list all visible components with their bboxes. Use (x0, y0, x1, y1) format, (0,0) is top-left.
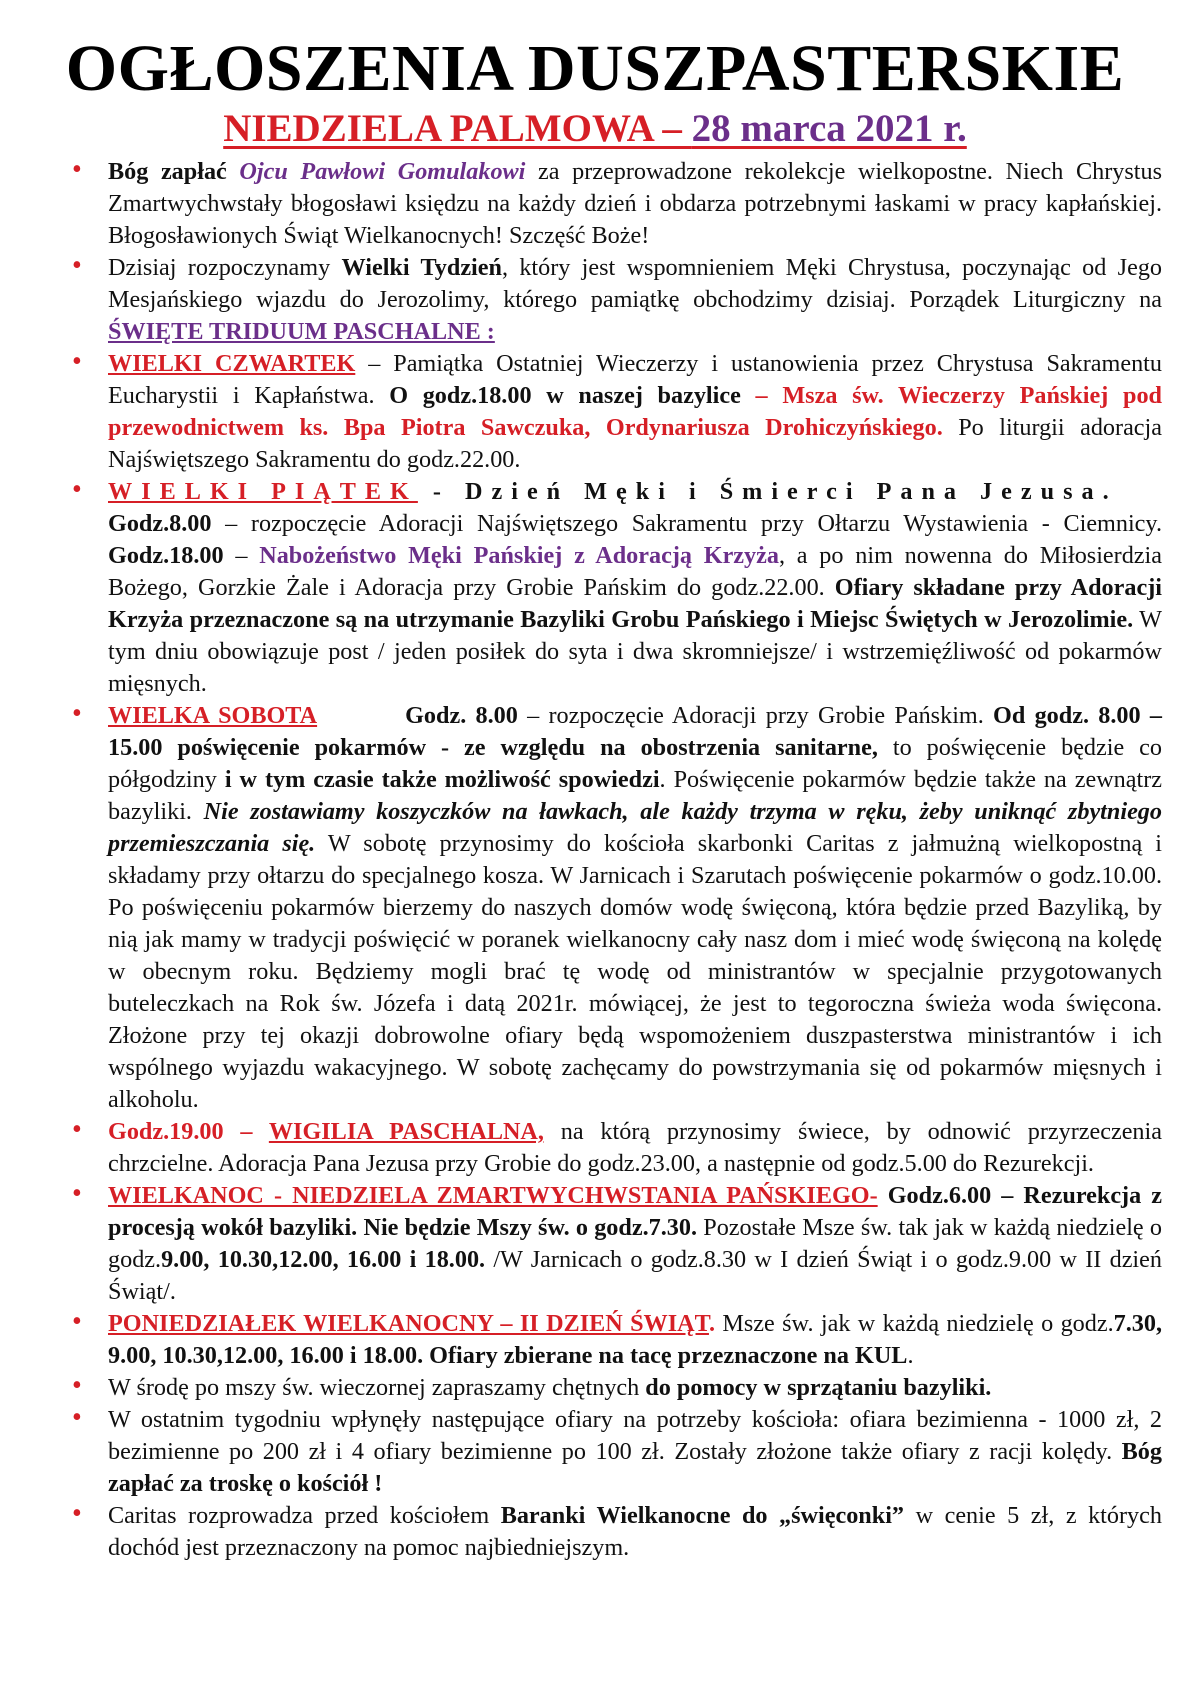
bullet-icon: • (72, 1370, 82, 1401)
page-subtitle (28, 106, 1162, 152)
announcement-item: • WIELKA SOBOTA Godz. 8.00 – rozpoczęcie Adoracji przy Grobie Pańskim. Od godz. 8.00 – 15.00 poświęcenie pokarmów - ze względu na obostrzenia sanitarne, to poświęcenie będzie co półgodziny i w tym czasie także możliwość spowiedzi. Poświęcenie pokarmów będzie także na zewnątrz bazyliki. Nie zostawiamy koszyczków na ławkach, ale każdy trzyma w ręku, żeby uniknąć zbytniego przemieszczania się. W sobotę przynosimy do kościoła skarbonki Caritas z jałmużną wielkopostną i składamy przy ołtarzu do specjalnego kosza. W Jarnicach i Szarutach poświęcenie pokarmów o godz.10.00. Po poświęceniu pokarmów bierzemy do naszych domów wodę święconą, która będzie przed Bazyliką, by nią jak mamy w tradycji poświęcić w poranek wielkanocny cały nasz dom i mieć wodę święconą na kolędę w obecnym roku. Będziemy mogli brać tę wodę od ministrantów w specjalnie przygotowanych buteleczkach na Rok św. Józefa i datą 2021r. mówiącej, że jest to tegoroczna świeża woda święcona. Złożone przy tej okazji dobrowolne ofiary będą wspomożeniem duszpasterstwa ministrantów i ich wspólnego wyjazdu wakacyjnego. W sobotę zachęcamy do powstrzymania się od pokarmów mięsnych i alkoholu. (72, 698, 1163, 1113)
announcement-item: • Dzisiaj rozpoczynamy Wielki Tydzień, który jest wspomnieniem Męki Chrystusa, poczynając od Jego Mesjańskiego wjazdu do Jerozolimy, którego pamiątkę obchodzimy dzisiaj. Porządek Liturgiczny na ŚWIĘTE TRIDUUM PASCHALNE : (72, 250, 1163, 345)
bullet-icon: • (72, 1498, 82, 1529)
bullet-icon: • (72, 154, 82, 185)
announcement-item: • WIELKANOC - NIEDZIELA ZMARTWYCHWSTANIA PAŃSKIEGO- Godz.6.00 – Rezurekcja z procesją wokół bazyliki. Nie będzie Mszy św. o godz.7.30. Pozostałe Msze św. tak jak w każdą niedzielę o godz.9.00, 10.30,12.00, 16.00 i 18.00. /W Jarnicach o godz.8.30 w I dzień Świąt i o godz.9.00 w II dzień Świąt/. (72, 1178, 1163, 1305)
subtitle-date: 28 marca 2021 r. (691, 107, 967, 150)
bullet-icon: • (72, 474, 82, 505)
bullet-icon: • (72, 1402, 82, 1433)
bullet-icon: • (72, 698, 82, 729)
announcement-item: • Godz.19.00 – WIGILIA PASCHALNA, na którą przynosimy świece, by odnowić przyrzeczenia chrzcielne. Adoracja Pana Jezusa przy Grobie do godz.23.00, a następnie od godz.5.00 do Rezurekcji. (72, 1114, 1162, 1177)
bullet-icon: • (72, 1114, 82, 1145)
bullet-icon: • (72, 346, 82, 377)
announcement-item: • W ostatnim tygodniu wpłynęły następujące ofiary na potrzeby kościoła: ofiara bezimienna - 1000 zł, 2 bezimienne po 200 zł i 4 ofiary bezimienne po 100 zł. Zostały złożone także ofiary z racji kolędy. Bóg zapłać za troskę o kościół ! (72, 1402, 1162, 1497)
bullet-icon: • (72, 1178, 82, 1209)
announcement-item: • PONIEDZIAŁEK WIELKANOCNY – II DZIEŃ ŚWIĄT. Msze św. jak w każdą niedzielę o godz.7.30, 9.00, 10.30,12.00, 16.00 i 18.00. Ofiary zbierane na tacę przeznaczone na KUL. (72, 1306, 1163, 1369)
bullet-icon: • (72, 1306, 82, 1337)
announcement-item: • Caritas rozprowadza przed kościołem Baranki Wielkanocne do „święconki” w cenie 5 zł, z których dochód jest przeznaczony na pomoc najbiedniejszym. (72, 1498, 1162, 1561)
announcement-item: • Bóg zapłać Ojcu Pawłowi Gomulakowi za przeprowadzone rekolekcje wielkopostne. Niech Chrystus Zmartwychwstały błogosławi księdzu na każdy dzień i obdarza potrzebnymi łaskami w pracy kapłańskiej. Błogosławionych Świąt Wielkanocnych! Szczęść Boże! (72, 154, 1162, 249)
subtitle-date-label: NIEDZIELA PALMOWA – (223, 107, 692, 150)
bullet-icon: • (72, 250, 82, 281)
announcement-item: • WIELKI CZWARTEK – Pamiątka Ostatniej Wieczerzy i ustanowienia przez Chrystusa Sakramentu Eucharystii i Kapłaństwa. O godz.18.00 w naszej bazylice – Msza św. Wieczerzy Pańskiej pod przewodnictwem ks. Bpa Piotra Sawczuka, Ordynariusza Drohiczyńskiego. Po liturgii adoracja Najświętszego Sakramentu do godz.22.00. (72, 346, 1162, 473)
announcement-item: • WIELKI PIĄTEK - Dzień Męki i Śmierci Pana Jezusa. Godz.8.00 – rozpoczęcie Adoracji Najświętszego Sakramentu przy Ołtarzu Wystawienia - Ciemnicy. Godz.18.00 – Nabożeństwo Męki Pańskiej z Adoracją Krzyża, a po nim nowenna do Miłosierdzia Bożego, Gorzkie Żale i Adoracja przy Grobie Pańskim do godz.22.00. Ofiary składane przy Adoracji Krzyża przeznaczone są na utrzymanie Bazyliki Grobu Pańskiego i Miejsc Świętych w Jerozolimie. W tym dniu obowiązuje post / jeden posiłek do syta i dwa skromniejsze/ i wstrzemięźliwość od pokarmów mięsnych. (72, 474, 1162, 697)
page-title: OGŁOSZENIA DUSZPASTERSKIE (65, 32, 1125, 105)
announcement-item: • W środę po mszy św. wieczornej zapraszamy chętnych do pomocy w sprzątaniu bazyliki. (72, 1370, 992, 1401)
announcement-list (28, 156, 1162, 1564)
